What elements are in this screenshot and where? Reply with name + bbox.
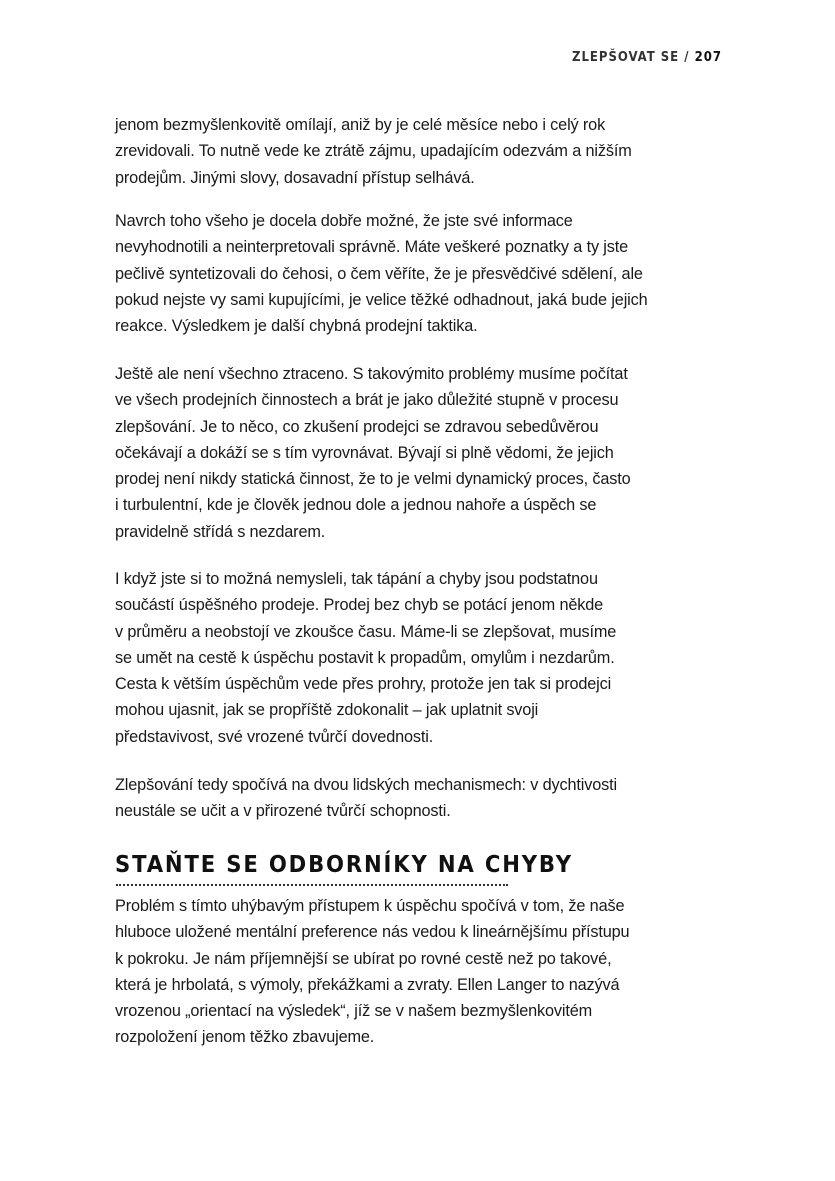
text-line: prodejům. Jinými slovy, dosavadní přístup selhává. <box>115 168 475 187</box>
text-line: která je hrbolatá, s výmoly, překážkami a zvraty. Ellen Langer to nazývá <box>115 975 620 994</box>
text-line: neustále se učit a v přirozené tvůrčí schopnosti. <box>115 802 451 821</box>
paragraph-1 <box>115 112 632 191</box>
section-heading: STAŇTE SE ODBORNÍKY NA CHYBY <box>115 852 573 878</box>
running-header <box>572 50 722 65</box>
text-line: reakce. Výsledkem je další chybná prodejní taktika. <box>115 317 478 336</box>
text-line: k pokroku. Je nám příjemnější se ubírat po rovné cestě než po takové, <box>115 949 612 968</box>
text-line: se umět na cestě k úspěchu postavit k propadům, omylům i nezdarům. <box>115 648 615 667</box>
text-line: Ještě ale není všechno ztraceno. S takovýmito problémy musíme počítat <box>115 365 628 383</box>
text-line: Navrch toho všeho je docela dobře možné, že jste své informace <box>115 212 573 230</box>
text-line: jenom bezmyšlenkovitě omílají, aniž by je celé měsíce nebo i celý rok <box>115 116 606 134</box>
text-line: zrevidovali. To nutně vede ke ztrátě zájmu, upadajícím odezvám a nižším <box>115 142 632 161</box>
heading-dotted-underline <box>116 884 508 886</box>
paragraph-2 <box>115 208 648 339</box>
text-line: zlepšování. Je to něco, co zkušení prodejci se zdravou sebedůvěrou <box>115 417 599 436</box>
text-line: i turbulentní, kde je člověk jednou dole a jednou nahoře a úspěch se <box>115 496 597 515</box>
text-line: vrozenou „orientací na výsledek“, jíž se v našem bezmyšlenkovitém <box>115 1002 593 1021</box>
text-line: pravidelně střídá s nezdarem. <box>115 522 326 541</box>
text-line: hluboce uložené mentální preference nás vedou k lineárnějšímu přístupu <box>115 923 630 942</box>
paragraph-3 <box>115 361 631 545</box>
text-line: očekávají a dokáží se s tím vyrovnávat. Bývají si plně vědomi, že jejich <box>115 443 614 462</box>
text-line: prodej není nikdy statická činnost, že to je velmi dynamický proces, často <box>115 470 631 489</box>
text-line: součástí úspěšného prodeje. Prodej bez chyb se potácí jenom někde <box>115 596 604 615</box>
text-line: Cesta k větším úspěchům vede přes prohry, protože jen tak si prodejci <box>115 675 612 694</box>
section-title: ZLEPŠOVAT SE <box>571 50 680 65</box>
separator: / <box>679 50 695 65</box>
text-line: pokud nejste vy sami kupujícími, je velice těžké odhadnout, jaká bude jejich <box>115 290 648 309</box>
text-line: I když jste si to možná nemysleli, tak tápání a chyby jsou podstatnou <box>115 570 598 588</box>
text-line: mohou ujasnit, jak se propříště zdokonalit – jak uplatnit svoji <box>115 701 539 720</box>
paragraph-4 <box>115 566 616 750</box>
text-line: představivost, své vrozené tvůrčí dovednosti. <box>115 727 434 746</box>
text-line: Zlepšování tedy spočívá na dvou lidských mechanismech: v dychtivosti <box>115 776 617 794</box>
text-line: rozpoložení jenom těžko zbavujeme. <box>115 1028 375 1047</box>
page-number: 207 <box>694 50 722 65</box>
text-line: nevyhodnotili a neinterpretovali správně. Máte veškeré poznatky a ty jste <box>115 238 629 257</box>
text-line: Problém s tímto uhýbavým přístupem k úspěchu spočívá v tom, že naše <box>115 897 625 915</box>
text-line: v průměru a neobstojí ve zkoušce času. Máme-li se zlepšovat, musíme <box>115 622 617 641</box>
section-paragraph <box>115 893 629 1051</box>
text-line: ve všech prodejních činnostech a brát je jako důležité stupně v procesu <box>115 391 619 410</box>
text-line: pečlivě syntetizovali do čehosi, o čem věříte, že je přesvědčivé sdělení, ale <box>115 264 643 283</box>
paragraph-5 <box>115 772 617 825</box>
